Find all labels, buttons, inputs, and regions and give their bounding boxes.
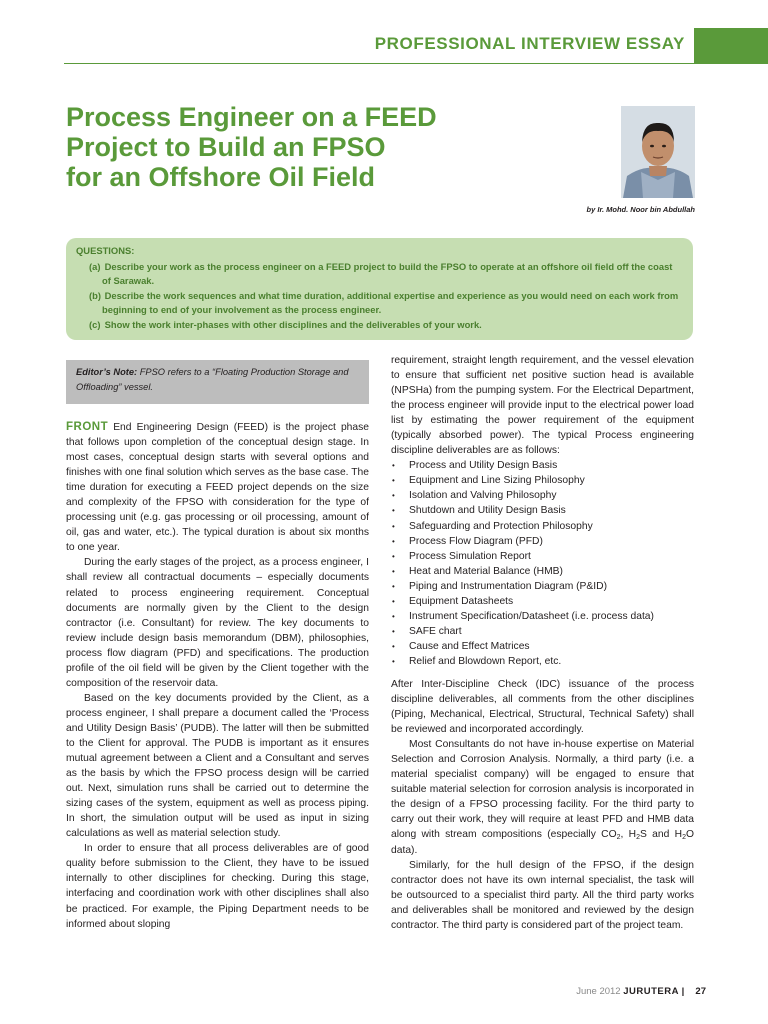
deliverables-list bbox=[391, 458, 694, 669]
list-item: • Process Flow Diagram (PFD) bbox=[391, 534, 694, 549]
header-accent-block bbox=[694, 28, 768, 64]
list-item: • Shutdown and Utility Design Basis bbox=[391, 503, 694, 518]
subscript: 2 bbox=[682, 834, 686, 842]
byline: by Ir. Mohd. Noor bin Abdullah bbox=[586, 205, 695, 214]
body-column-left bbox=[66, 420, 369, 932]
list-item: • Equipment Datasheets bbox=[391, 594, 694, 609]
article-title bbox=[66, 102, 486, 192]
question-item bbox=[76, 289, 683, 318]
list-item: • Process and Utility Design Basis bbox=[391, 458, 694, 473]
list-item: • Isolation and Valving Philosophy bbox=[391, 488, 694, 503]
paragraph: During the early stages of the project, as a process engineer, I shall review all contractual documents – especially documents related to process engineering requirement. Conceptual documents are normally given by the Client to the design contractor (i.e. Consultant) for review. The key documents to review include design basis memorandum (DBM), philosophies, process flow diagram (PFD) and specifications. The production profile of the oil field will be given by the Client together with the composition of the reservoir data. bbox=[66, 557, 369, 689]
author-portrait-image bbox=[621, 106, 695, 198]
questions-heading: QUESTIONS: bbox=[76, 245, 135, 256]
paragraph: requirement, straight length requirement, and the vessel elevation to ensure that sufficient net positive suction head is available (NPSHa) from the pumping system. For the Electrical Department, the process engineer will provide input to the electrical power load list by estimating the power requirement of the equipment (typically absorbed power). The typical Process engineering discipline deliverables are as follows: bbox=[391, 355, 694, 457]
paragraph: After Inter-Discipline Check (IDC) issuance of the process discipline deliverables, all comments from the other disciplines (Piping, Mechanical, Electrical, Structural, Technical Safety) shall be reviewed and incorporated accordingly. bbox=[391, 678, 694, 736]
list-item: • Process Simulation Report bbox=[391, 549, 694, 564]
paragraph bbox=[391, 737, 694, 857]
question-label: (c) bbox=[89, 318, 101, 330]
paragraph-text: Most Consultants do not have in-house expertise on Material Selection and Corrosion Analysis. Normally, a third party (i.e. a material specialist company) will be engaged to ensure that suitable material selection for corrosion analysis is incorporated in the design of a FPSO processing facility. For the third party to carry out their work, they will require at least PFD and HMB data along with stream compositions (especially CO bbox=[391, 739, 694, 841]
editor-note bbox=[66, 360, 369, 404]
question-label: (a) bbox=[89, 260, 101, 272]
editor-note-text: FPSO refers to a “Floating Production Storage and Offloading” vessel. bbox=[76, 367, 349, 392]
section-title: PROFESSIONAL INTERVIEW ESSAY bbox=[374, 34, 685, 53]
question-text: Show the work inter-phases with other disciplines and the deliverables of your work. bbox=[104, 318, 482, 330]
question-label: (b) bbox=[89, 289, 101, 301]
footer-magazine: JURUTERA bbox=[623, 986, 679, 997]
paragraph: In order to ensure that all process deliverables are of good quality before submission to the Client, they have to be issued internally to other disciplines for checking. During this stage, interfacing and coordination work with other disciplines shall also be practiced. For example, the Piping Department needs to be informed about sloping bbox=[66, 843, 369, 930]
page-footer bbox=[576, 986, 706, 997]
subscript: 2 bbox=[636, 834, 640, 842]
question-item bbox=[76, 318, 683, 333]
paragraph: Based on the key documents provided by the Client, as a process engineer, I shall prepare a document called the ‘Process and Utility Design Basis’ (PUDB). The latter will then be submitted to the Client for approval. The PUDB is important as it ensures mutual agreement between a Client and a Consultant and serves as the basis by which the FPSO process design will be carried out. Next, simulation runs shall be carried out to determine the sizing cases of the system, equipment as well as process piping. In short, the simulation output will be used as input in sizing calculations as well as material selection study. bbox=[66, 692, 369, 840]
list-item: • Piping and Instrumentation Diagram (P&ID) bbox=[391, 579, 694, 594]
list-item: • Cause and Effect Matrices bbox=[391, 639, 694, 654]
paragraph bbox=[66, 420, 369, 555]
list-item: • Equipment and Line Sizing Philosophy bbox=[391, 473, 694, 488]
footer-date: June 2012 bbox=[576, 986, 621, 997]
editor-note-label: Editor’s Note: bbox=[76, 367, 138, 377]
paragraph-text: , H bbox=[620, 829, 637, 841]
paragraph-text: End Engineering Design (FEED) is the project phase that follows upon completion of the conceptual design stage. In most cases, conceptual design starts with several options and finishes with one final solution which serves as the base case. The time duration for executing a FEED project depends on the size and complexity of the FPSO with consideration for the type of processing unit (e.g. gas processing or oil processing, amount of oil, gas and water, etc.). The typical duration is about six months to one year. bbox=[66, 422, 369, 554]
list-item: • Safeguarding and Protection Philosophy bbox=[391, 519, 694, 534]
list-item: • Instrument Specification/Datasheet (i.e. process data) bbox=[391, 609, 694, 624]
author-photo bbox=[621, 106, 695, 198]
title-line-1: Process Engineer on a FEED bbox=[66, 102, 437, 132]
list-item: • Heat and Material Balance (HMB) bbox=[391, 564, 694, 579]
subscript: 2 bbox=[616, 834, 621, 842]
question-item bbox=[76, 260, 683, 289]
paragraph-text: O data). bbox=[391, 829, 694, 856]
header-rule bbox=[64, 63, 694, 64]
page-number: 27 bbox=[695, 986, 706, 997]
lead-word: FRONT bbox=[66, 421, 109, 433]
title-line-2: Project to Build an FPSO bbox=[66, 132, 386, 162]
question-text: Describe your work as the process engineer on a FEED project to build the FPSO to operate at an offshore oil field off the coast of Sarawak. bbox=[102, 260, 673, 286]
paragraph: Similarly, for the hull design of the FPSO, if the design contractor does not have its own internal specialist, the task will be outsourced to a specialist third party. All the third party works and deliverables shall be monitored and reviewed by the design contractor. The third party is considered part of the project team. bbox=[391, 859, 694, 931]
list-item: • SAFE chart bbox=[391, 624, 694, 639]
list-item: • Relief and Blowdown Report, etc. bbox=[391, 654, 694, 669]
questions-box bbox=[66, 238, 693, 340]
footer-separator: | bbox=[681, 986, 685, 997]
paragraph-text: S and H bbox=[640, 829, 683, 841]
title-line-3: for an Offshore Oil Field bbox=[66, 162, 376, 192]
body-column-right bbox=[391, 353, 694, 933]
question-text: Describe the work sequences and what time duration, additional expertise and experience as you would need on each work from beginning to end of your involvement as the process engineer. bbox=[102, 289, 679, 315]
